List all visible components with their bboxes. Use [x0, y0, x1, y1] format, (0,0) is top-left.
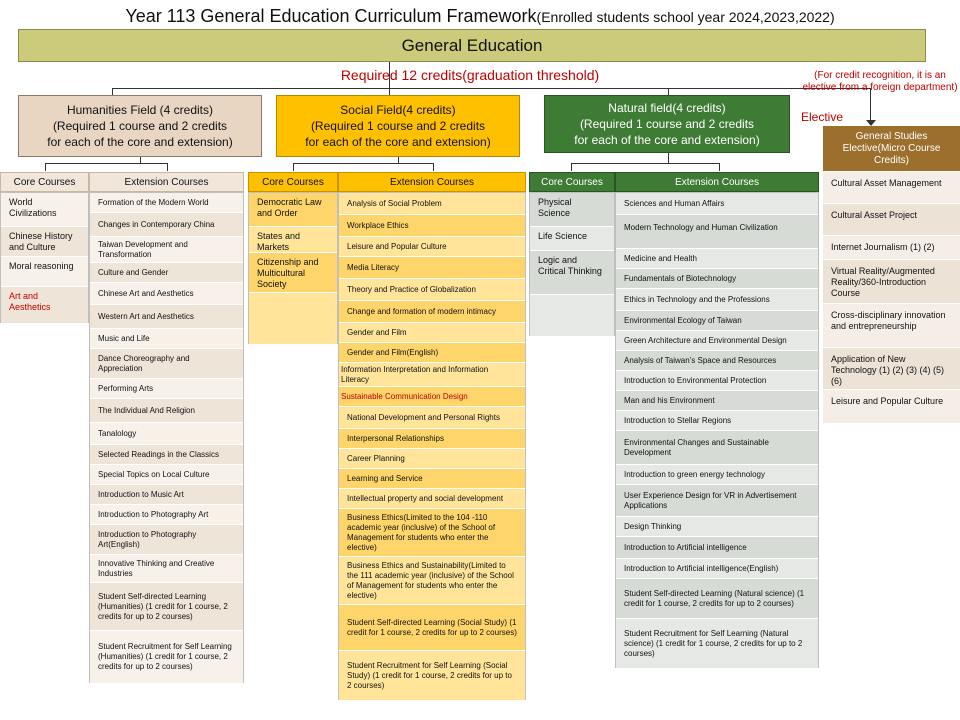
- hum-ext-down: [167, 163, 168, 171]
- list-item: Business Ethics and Sustainability(Limited to the 111 academic year (inclusive) of the School of Management for students who enter the elective): [339, 557, 525, 605]
- list-item: Student Self-directed Learning (Humanities) (1 credit for 1 course, 2 credits for up to 2 courses): [90, 583, 243, 631]
- social-field-title: Social Field(4 credits): [340, 103, 456, 117]
- list-item: Performing Arts: [90, 379, 243, 399]
- list-item: Formation of the Modern World: [90, 193, 243, 213]
- elective-header: General Studies Elective(Micro Course Credits): [823, 126, 960, 171]
- natural-field-title: Natural field(4 credits): [608, 101, 726, 115]
- required-credits-text: Required 12 credits(graduation threshold): [340, 67, 600, 83]
- list-item: Art and Aesthetics: [1, 287, 88, 324]
- list-item: Chinese Art and Aesthetics: [90, 283, 243, 305]
- list-item: Design Thinking: [616, 517, 818, 537]
- list-item: Learning and Service: [339, 469, 525, 489]
- list-item: Internet Journalism (1) (2): [823, 236, 960, 260]
- list-item: Dance Choreography and Appreciation: [90, 349, 243, 379]
- list-item: Introduction to Photography Art: [90, 505, 243, 525]
- list-item: Introduction to green energy technology: [616, 465, 818, 485]
- list-item: Taiwan Development and Transformation: [90, 237, 243, 263]
- list-item: Moral reasoning: [1, 257, 88, 287]
- list-item: States and Markets: [249, 227, 337, 253]
- humanities-extension-column: [89, 192, 244, 683]
- natural-field-req: (Required 1 course and 2 credits: [579, 117, 755, 131]
- social-extension-column: [338, 192, 526, 700]
- list-item: Man and his Environment: [616, 391, 818, 411]
- list-item: Leisure and Popular Culture: [339, 237, 525, 257]
- list-item: [249, 293, 337, 345]
- soc-core-down: [293, 163, 294, 171]
- list-item: Logic and Critical Thinking: [530, 251, 614, 295]
- list-item: Ethics in Technology and the Professions: [616, 289, 818, 311]
- list-item: Virtual Reality/Augmented Reality/360-Introduction Course: [823, 260, 960, 304]
- social-field-box: [276, 95, 520, 157]
- list-item: Western Art and Aesthetics: [90, 305, 243, 329]
- nat-split-h: [571, 163, 719, 164]
- list-item: Introduction to Artificial intelligence: [616, 537, 818, 559]
- list-item: Special Topics on Local Culture: [90, 465, 243, 485]
- list-item: Sustainable Communication Design: [339, 387, 525, 407]
- social-core-column: [248, 192, 338, 344]
- elective-label: Elective: [801, 110, 844, 124]
- list-item: Student Recruitment for Self Learning (Humanities) (1 credit for 1 course, 2 credits for up to 2 courses): [90, 631, 243, 684]
- list-item: Introduction to Music Art: [90, 485, 243, 505]
- list-item: Chinese History and Culture: [1, 227, 88, 257]
- general-education-box: General Education: [18, 29, 926, 62]
- credit-recognition-note: (For credit recognition, it is an elective from a foreign department): [802, 70, 958, 93]
- list-item: Student Self-directed Learning (Natural science) (1 credit for 1 course, 2 credits for up to 2 courses): [616, 579, 818, 619]
- natural-core-column: [529, 192, 615, 336]
- list-item: Student Recruitment for Self Learning (Social Study) (1 credit for 1 course, 2 credits for up to 2 courses): [339, 651, 525, 701]
- list-item: Gender and Film: [339, 323, 525, 343]
- natural-field-req2: for each of the core and extension): [574, 133, 760, 147]
- connector-nat: [668, 88, 669, 95]
- humanities-ext-header: Extension Courses: [89, 172, 244, 192]
- humanities-field-req: (Required 1 course and 2 credits: [52, 119, 228, 133]
- list-item: Modern Technology and Human Civilization: [616, 215, 818, 249]
- connector-soc: [389, 88, 390, 95]
- list-item: The Individual And Religion: [90, 399, 243, 423]
- list-item: Analysis of Taiwan’s Space and Resources: [616, 351, 818, 371]
- humanities-field-title: Humanities Field (4 credits): [66, 103, 214, 117]
- list-item: Introduction to Environmental Protection: [616, 371, 818, 391]
- list-item: User Experience Design for VR in Advertisement Applications: [616, 485, 818, 517]
- list-item: Theory and Practice of Globalization: [339, 279, 525, 301]
- social-field-req2: for each of the core and extension): [305, 135, 491, 149]
- list-item: National Development and Personal Rights: [339, 407, 525, 429]
- list-item: Environmental Changes and Sustainable Development: [616, 431, 818, 465]
- title-sub: (Enrolled students school year 2024,2023,2022): [536, 9, 835, 25]
- hum-split-h: [45, 163, 167, 164]
- list-item: Workplace Ethics: [339, 215, 525, 237]
- list-item: Cultural Asset Project: [823, 204, 960, 236]
- list-item: Introduction to Artificial intelligence(English): [616, 559, 818, 579]
- social-ext-header: Extension Courses: [338, 172, 526, 192]
- list-item: [530, 295, 614, 337]
- list-item: Application of New Technology (1) (2) (3) (4) (5) (6): [823, 348, 960, 390]
- list-item: Gender and Film(English): [339, 343, 525, 363]
- soc-split-h: [293, 163, 433, 164]
- title-main: Year 113 General Education Curriculum Framework: [125, 6, 537, 26]
- list-item: Cross-disciplinary innovation and entrepreneurship: [823, 304, 960, 348]
- soc-ext-down: [433, 163, 434, 171]
- list-item: Changes in Contemporary China: [90, 213, 243, 237]
- natural-extension-column: [615, 192, 819, 668]
- humanities-core-column: [0, 192, 89, 323]
- humanities-field-box: [18, 95, 262, 157]
- natural-core-header: Core Courses: [529, 172, 615, 192]
- list-item: Green Architecture and Environmental Design: [616, 331, 818, 351]
- list-item: Tanalology: [90, 423, 243, 445]
- nat-split-down: [668, 153, 669, 163]
- list-item: Fundamentals of Biotechnology: [616, 269, 818, 289]
- list-item: Music and Life: [90, 329, 243, 349]
- list-item: Physical Science: [530, 193, 614, 227]
- list-item: Change and formation of modern intimacy: [339, 301, 525, 323]
- page-title: [0, 6, 960, 27]
- list-item: Intellectual property and social development: [339, 489, 525, 509]
- list-item: Citizenship and Multicultural Society: [249, 253, 337, 293]
- list-item: Introduction to Photography Art(English): [90, 525, 243, 555]
- list-item: Life Science: [530, 227, 614, 251]
- list-item: Business Ethics(Limited to the 104 -110 academic year (inclusive) of the School of Management for students who enter the elective): [339, 509, 525, 557]
- list-item: Environmental Ecology of Taiwan: [616, 311, 818, 331]
- nat-core-down: [571, 163, 572, 171]
- list-item: Democratic Law and Order: [249, 193, 337, 227]
- list-item: Career Planning: [339, 449, 525, 469]
- nat-ext-down: [719, 163, 720, 171]
- list-item: Analysis of Social Problem: [339, 193, 525, 215]
- list-item: Selected Readings in the Classics: [90, 445, 243, 465]
- list-item: Information Interpretation and Information Literacy: [339, 363, 525, 387]
- connector-hum: [112, 88, 113, 95]
- list-item: Culture and Gender: [90, 263, 243, 283]
- list-item: Cultural Asset Management: [823, 172, 960, 204]
- social-core-header: Core Courses: [248, 172, 338, 192]
- humanities-field-req2: for each of the core and extension): [47, 135, 233, 149]
- humanities-core-header: Core Courses: [0, 172, 89, 192]
- social-field-req: (Required 1 course and 2 credits: [310, 119, 486, 133]
- list-item: Leisure and Popular Culture: [823, 390, 960, 424]
- elective-column: [823, 172, 960, 424]
- list-item: Interpersonal Relationships: [339, 429, 525, 449]
- list-item: Introduction to Stellar Regions: [616, 411, 818, 431]
- natural-field-box: [544, 95, 790, 153]
- list-item: Innovative Thinking and Creative Industries: [90, 555, 243, 583]
- list-item: Student Recruitment for Self Learning (Natural science) (1 credit for 1 course, 2 credits for up to 2 courses): [616, 619, 818, 669]
- natural-ext-header: Extension Courses: [615, 172, 819, 192]
- hum-core-down: [45, 163, 46, 171]
- list-item: Media Literacy: [339, 257, 525, 279]
- list-item: Sciences and Human Affairs: [616, 193, 818, 215]
- list-item: Student Self-directed Learning (Social Study) (1 credit for 1 course, 2 credits for up to 2 courses): [339, 605, 525, 651]
- connector-horizontal: [112, 88, 870, 89]
- list-item: World Civilizations: [1, 193, 88, 227]
- list-item: Medicine and Health: [616, 249, 818, 269]
